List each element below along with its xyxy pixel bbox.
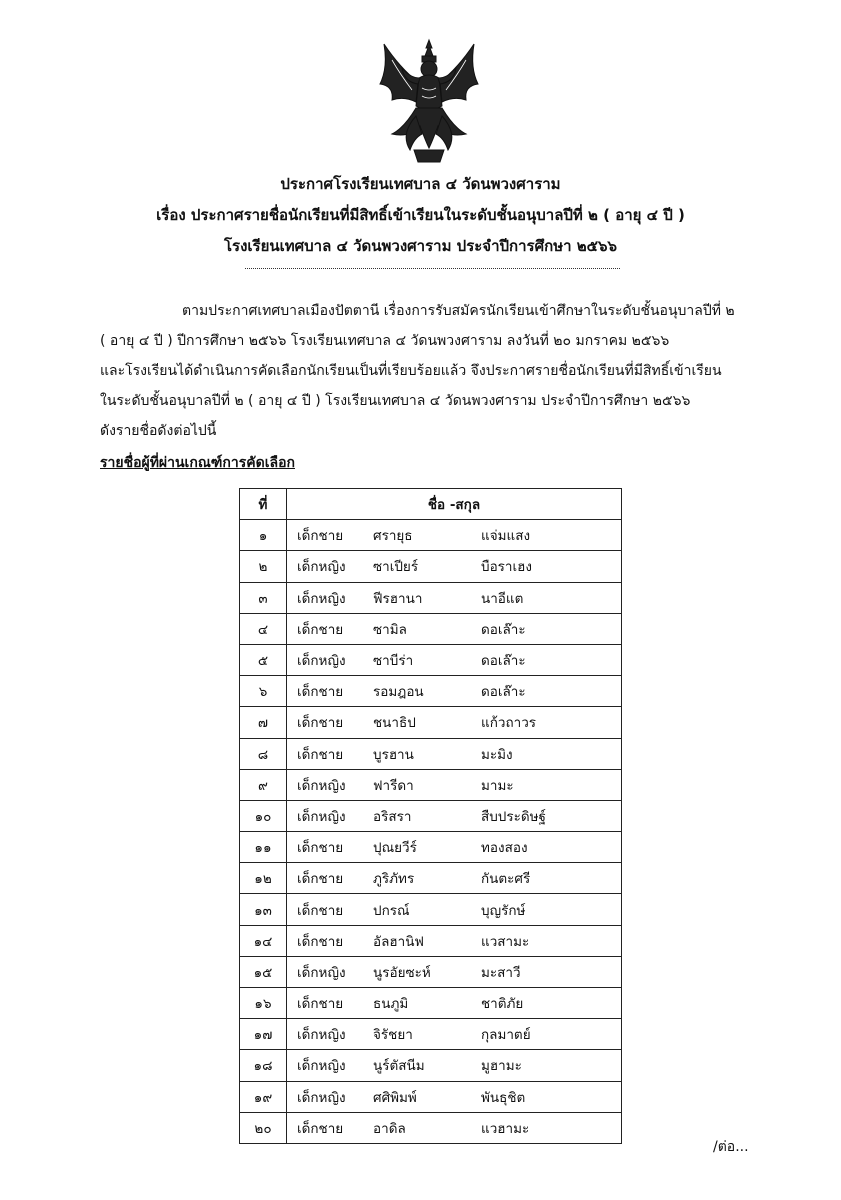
table-row xyxy=(240,800,622,831)
row-last-name: มะมิง xyxy=(481,738,622,769)
row-number: ๑๕ xyxy=(240,956,287,987)
row-number: ๒๐ xyxy=(240,1112,287,1143)
row-first-name: จิรัชยา xyxy=(373,1019,481,1050)
row-number: ๗ xyxy=(240,707,287,738)
row-first-name: นูรอัยซะห์ xyxy=(373,956,481,987)
row-first-name: ชนาธิป xyxy=(373,707,481,738)
table-row xyxy=(240,1050,622,1081)
row-title: เด็กชาย xyxy=(287,520,374,551)
row-first-name: ฟารีดา xyxy=(373,769,481,800)
row-last-name: ทองสอง xyxy=(481,832,622,863)
garuda-emblem-icon xyxy=(370,38,488,166)
body-line-3: และโรงเรียนได้ดำเนินการคัดเลือกนักเรียนเป็นที่เรียบร้อยแล้ว จึงประกาศรายชื่อนักเรียนที่มีสิทธิ์เข้าเรียน xyxy=(100,363,722,379)
row-title: เด็กชาย xyxy=(287,738,374,769)
body-line-5: ดังรายชื่อดังต่อไปนี้ xyxy=(100,423,217,439)
announcement-title: ประกาศโรงเรียนเทศบาล ๔ วัดนพวงศาราม xyxy=(280,175,561,193)
row-number: ๒ xyxy=(240,551,287,582)
table-row xyxy=(240,613,622,644)
row-last-name: ดอเล๊าะ xyxy=(481,613,622,644)
row-title: เด็กชาย xyxy=(287,863,374,894)
row-first-name: ธนภูมิ xyxy=(373,988,481,1019)
table-body xyxy=(240,520,622,1144)
row-number: ๘ xyxy=(240,738,287,769)
row-title: เด็กหญิง xyxy=(287,1081,374,1112)
table-row xyxy=(240,738,622,769)
row-first-name: นูร์ตัสนีม xyxy=(373,1050,481,1081)
row-first-name: ฟีรฮานา xyxy=(373,582,481,613)
row-last-name: กันตะศรี xyxy=(481,863,622,894)
row-first-name: อริสรา xyxy=(373,800,481,831)
body-line-2: ( อายุ ๔ ปี ) ปีการศึกษา ๒๕๖๖ โรงเรียนเทศบาล ๔ วัดนพวงศาราม ลงวันที่ ๒๐ มกราคม ๒๕๖๖ xyxy=(100,333,670,349)
row-first-name: ศศิพิมพ์ xyxy=(373,1081,481,1112)
table-row xyxy=(240,925,622,956)
table-header-row xyxy=(240,489,622,520)
table-row xyxy=(240,1019,622,1050)
table-row xyxy=(240,520,622,551)
row-title: เด็กหญิง xyxy=(287,551,374,582)
row-title: เด็กชาย xyxy=(287,832,374,863)
body-line-4: ในระดับชั้นอนุบาลปีที่ ๒ ( อายุ ๔ ปี ) โรงเรียนเทศบาล ๔ วัดนพวงศาราม ประจำปีการศึกษา ๒๕๖๖ xyxy=(100,393,691,409)
header-no: ที่ xyxy=(240,489,287,520)
row-first-name: ปุณยวีร์ xyxy=(373,832,481,863)
row-last-name: มูฮามะ xyxy=(481,1050,622,1081)
row-last-name: บือราเฮง xyxy=(481,551,622,582)
table-row xyxy=(240,644,622,675)
continuation-mark: /ต่อ... xyxy=(713,1139,749,1155)
row-title: เด็กหญิง xyxy=(287,800,374,831)
table-row xyxy=(240,894,622,925)
row-first-name: ปกรณ์ xyxy=(373,894,481,925)
row-number: ๑๐ xyxy=(240,800,287,831)
row-first-name: ภูริภัทร xyxy=(373,863,481,894)
row-title: เด็กหญิง xyxy=(287,769,374,800)
row-first-name: ซาบีร่า xyxy=(373,644,481,675)
row-last-name: แก้วถาวร xyxy=(481,707,622,738)
row-number: ๕ xyxy=(240,644,287,675)
row-title: เด็กชาย xyxy=(287,613,374,644)
row-first-name: รอมฎอน xyxy=(373,676,481,707)
row-last-name: ดอเล๊าะ xyxy=(481,644,622,675)
table-row xyxy=(240,707,622,738)
row-number: ๑๓ xyxy=(240,894,287,925)
row-first-name: อาดิล xyxy=(373,1112,481,1143)
row-first-name: บูรฮาน xyxy=(373,738,481,769)
table-row xyxy=(240,956,622,987)
header-name: ชื่อ -สกุล xyxy=(287,489,622,520)
row-title: เด็กหญิง xyxy=(287,1019,374,1050)
row-last-name: กุลมาตย์ xyxy=(481,1019,622,1050)
student-table xyxy=(239,488,622,1144)
body-line-1: ตามประกาศเทศบาลเมืองปัตตานี เรื่องการรับสมัครนักเรียนเข้าศึกษาในระดับชั้นอนุบาลปีที่ ๒ xyxy=(182,303,735,319)
section-title: รายชื่อผู้ที่ผ่านเกณฑ์การคัดเลือก xyxy=(100,455,295,471)
table-row xyxy=(240,676,622,707)
row-first-name: ศรายุธ xyxy=(373,520,481,551)
row-title: เด็กหญิง xyxy=(287,644,374,675)
row-number: ๑๙ xyxy=(240,1081,287,1112)
table-row xyxy=(240,832,622,863)
row-first-name: ซามิล xyxy=(373,613,481,644)
row-last-name: มะสาวี xyxy=(481,956,622,987)
table-row xyxy=(240,551,622,582)
row-last-name: ดอเล๊าะ xyxy=(481,676,622,707)
row-last-name: ชาติภัย xyxy=(481,988,622,1019)
row-number: ๑๔ xyxy=(240,925,287,956)
row-number: ๖ xyxy=(240,676,287,707)
row-number: ๑๑ xyxy=(240,832,287,863)
table-row xyxy=(240,1081,622,1112)
announcement-school-year: โรงเรียนเทศบาล ๔ วัดนพวงศาราม ประจำปีการศึกษา ๒๕๖๖ xyxy=(223,237,618,255)
row-title: เด็กชาย xyxy=(287,894,374,925)
row-number: ๑๒ xyxy=(240,863,287,894)
row-last-name: แวฮามะ xyxy=(481,1112,622,1143)
table-row xyxy=(240,582,622,613)
row-number: ๔ xyxy=(240,613,287,644)
row-title: เด็กชาย xyxy=(287,925,374,956)
dotted-divider xyxy=(245,268,620,269)
row-first-name: ซาเปียร์ xyxy=(373,551,481,582)
row-title: เด็กชาย xyxy=(287,988,374,1019)
row-title: เด็กชาย xyxy=(287,1112,374,1143)
row-title: เด็กหญิง xyxy=(287,1050,374,1081)
table-row xyxy=(240,1112,622,1143)
row-last-name: บุญรักษ์ xyxy=(481,894,622,925)
row-title: เด็กหญิง xyxy=(287,582,374,613)
announcement-subject: เรื่อง ประกาศรายชื่อนักเรียนที่มีสิทธิ์เข้าเรียนในระดับชั้นอนุบาลปีที่ ๒ ( อายุ ๔ ปี ) xyxy=(156,206,685,224)
row-title: เด็กชาย xyxy=(287,676,374,707)
row-last-name: นาอีแต xyxy=(481,582,622,613)
row-number: ๙ xyxy=(240,769,287,800)
row-number: ๑๖ xyxy=(240,988,287,1019)
row-last-name: แวสามะ xyxy=(481,925,622,956)
row-last-name: แจ่มแสง xyxy=(481,520,622,551)
row-number: ๑๘ xyxy=(240,1050,287,1081)
row-number: ๑๗ xyxy=(240,1019,287,1050)
row-number: ๑ xyxy=(240,520,287,551)
row-last-name: สืบประดิษฐ์ xyxy=(481,800,622,831)
row-last-name: มามะ xyxy=(481,769,622,800)
row-number: ๓ xyxy=(240,582,287,613)
row-first-name: อัลฮานิฟ xyxy=(373,925,481,956)
row-title: เด็กหญิง xyxy=(287,956,374,987)
table-row xyxy=(240,988,622,1019)
table-row xyxy=(240,863,622,894)
row-last-name: พันธุชิต xyxy=(481,1081,622,1112)
table-row xyxy=(240,769,622,800)
row-title: เด็กชาย xyxy=(287,707,374,738)
